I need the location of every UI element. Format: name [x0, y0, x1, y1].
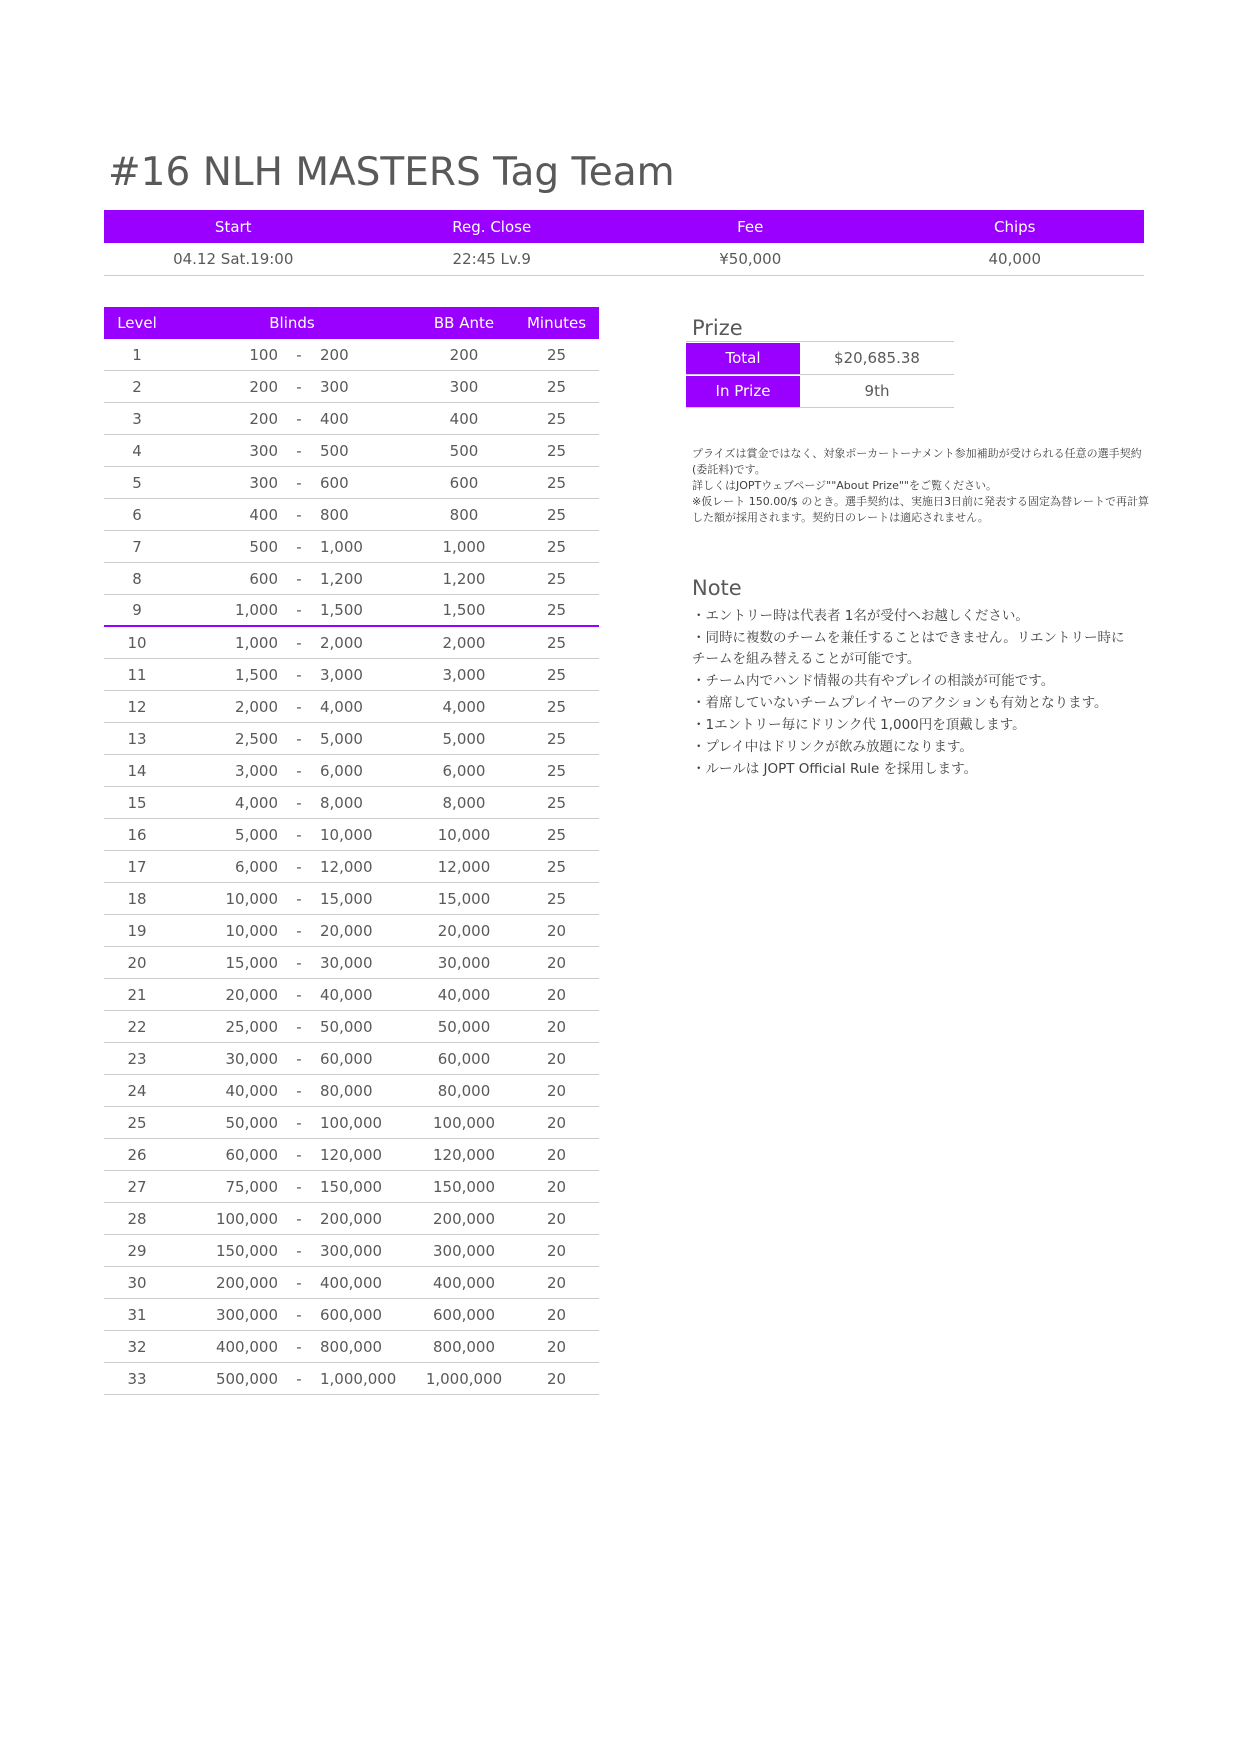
table-row [104, 819, 599, 851]
bb-ante-cell: 80,000 [437, 1081, 491, 1100]
blind-separator: - [296, 1081, 302, 1100]
bb-ante-cell: 150,000 [432, 1177, 496, 1196]
blind-separator: - [296, 889, 302, 908]
bb-ante-cell: 100,000 [432, 1113, 496, 1132]
level-cell: 22 [127, 1017, 147, 1036]
level-cell: 28 [127, 1209, 147, 1228]
minutes-cell: 20 [546, 1177, 567, 1196]
level-cell: 13 [127, 729, 147, 748]
bb-ante-cell: 400 [449, 409, 479, 428]
minutes-cell: 20 [546, 1017, 567, 1036]
note-item: ・1エントリー毎にドリンク代 1,000円を頂戴します。 [692, 717, 1026, 733]
level-cell: 9 [132, 601, 142, 619]
table-row [104, 1043, 599, 1075]
blind-separator: - [296, 985, 302, 1004]
note-list [692, 606, 1132, 781]
big-blind-cell: 300,000 [320, 1241, 383, 1260]
big-blind-cell: 5,000 [320, 729, 363, 748]
summary-header-chips: Chips [994, 217, 1036, 236]
bb-ante-cell: 6,000 [442, 761, 486, 780]
bb-ante-cell: 30,000 [437, 953, 491, 972]
table-row [104, 1267, 599, 1299]
big-blind-cell: 300 [320, 377, 349, 396]
small-blind-cell: 1,500 [235, 665, 278, 684]
table-row [104, 371, 599, 403]
big-blind-cell: 3,000 [320, 665, 363, 684]
small-blind-cell: 25,000 [225, 1017, 278, 1036]
small-blind-cell: 100,000 [215, 1209, 278, 1228]
big-blind-cell: 15,000 [320, 889, 373, 908]
summary-reg-close-value: 22:45 Lv.9 [452, 250, 531, 268]
level-cell: 18 [127, 889, 147, 908]
minutes-cell: 25 [546, 601, 567, 619]
table-row [104, 339, 599, 371]
bb-ante-cell: 2,000 [442, 633, 486, 652]
note-item: ・ルールは JOPT Official Rule を採用します。 [692, 761, 978, 777]
big-blind-cell: 800 [320, 505, 349, 524]
bb-ante-cell: 600 [449, 473, 479, 492]
minutes-cell: 25 [546, 633, 567, 652]
big-blind-cell: 120,000 [320, 1145, 383, 1164]
blind-separator: - [296, 537, 302, 556]
bb-ante-cell: 8,000 [442, 793, 486, 812]
table-row [104, 915, 599, 947]
minutes-cell: 25 [546, 729, 567, 748]
blind-separator: - [296, 473, 302, 492]
bb-ante-cell: 4,000 [442, 697, 486, 716]
level-cell: 3 [132, 409, 142, 428]
note-title: Note [692, 576, 742, 600]
bb-ante-cell: 10,000 [437, 825, 491, 844]
bb-ante-cell: 1,000 [442, 537, 486, 556]
blind-separator: - [296, 601, 302, 619]
table-row [104, 1331, 599, 1363]
minutes-cell: 25 [546, 345, 567, 364]
table-row [104, 563, 599, 595]
summary-header-fee: Fee [737, 217, 764, 236]
small-blind-cell: 15,000 [225, 953, 278, 972]
table-row [104, 723, 599, 755]
level-cell: 11 [127, 665, 147, 684]
blind-separator: - [296, 1177, 302, 1196]
level-cell: 29 [127, 1241, 147, 1260]
table-row [104, 691, 599, 723]
blind-separator: - [296, 697, 302, 716]
minutes-cell: 20 [546, 1369, 567, 1388]
summary-start-value: 04.12 Sat.19:00 [173, 250, 294, 268]
blind-separator: - [296, 921, 302, 940]
table-row [104, 979, 599, 1011]
blind-separator: - [296, 953, 302, 972]
bb-ante-cell: 120,000 [432, 1145, 496, 1164]
bb-ante-cell: 12,000 [437, 857, 491, 876]
small-blind-cell: 20,000 [225, 985, 278, 1004]
big-blind-cell: 30,000 [320, 953, 373, 972]
bb-ante-cell: 300,000 [432, 1241, 496, 1260]
level-cell: 8 [132, 569, 142, 588]
small-blind-cell: 2,000 [235, 697, 278, 716]
blind-separator: - [296, 825, 302, 844]
big-blind-cell: 50,000 [320, 1017, 373, 1036]
bb-ante-cell: 50,000 [437, 1017, 491, 1036]
minutes-cell: 25 [546, 825, 567, 844]
minutes-cell: 25 [546, 505, 567, 524]
header-bb-ante: BB Ante [433, 314, 495, 332]
blind-separator: - [296, 1113, 302, 1132]
level-cell: 15 [127, 793, 147, 812]
blind-rows [104, 339, 599, 1395]
big-blind-cell: 1,200 [320, 569, 363, 588]
small-blind-cell: 100 [249, 345, 278, 364]
blind-separator: - [296, 1241, 302, 1260]
minutes-cell: 20 [546, 1081, 567, 1100]
blind-separator: - [296, 505, 302, 524]
blind-header-row [104, 307, 599, 339]
small-blind-cell: 4,000 [235, 793, 278, 812]
small-blind-cell: 1,000 [235, 633, 278, 652]
minutes-cell: 20 [546, 1145, 567, 1164]
level-cell: 27 [127, 1177, 147, 1196]
bb-ante-cell: 300 [449, 377, 479, 396]
blind-separator: - [296, 1337, 302, 1356]
small-blind-cell: 300 [249, 441, 278, 460]
bb-ante-cell: 40,000 [437, 985, 491, 1004]
note-item: ・エントリー時は代表者 1名が受付へお越しください。 [692, 608, 1029, 624]
small-blind-cell: 500,000 [215, 1369, 278, 1388]
bb-ante-cell: 200 [449, 345, 479, 364]
table-row [104, 883, 599, 915]
blind-separator: - [296, 441, 302, 460]
table-row [104, 627, 599, 659]
bb-ante-cell: 800,000 [432, 1337, 496, 1356]
bb-ante-cell: 1,200 [442, 569, 486, 588]
blind-separator: - [296, 729, 302, 748]
table-row [104, 435, 599, 467]
big-blind-cell: 12,000 [320, 857, 373, 876]
big-blind-cell: 1,500 [320, 601, 363, 619]
blind-separator: - [296, 409, 302, 428]
big-blind-cell: 80,000 [320, 1081, 373, 1100]
small-blind-cell: 200 [249, 409, 278, 428]
small-blind-cell: 40,000 [225, 1081, 278, 1100]
blind-structure-table [104, 307, 599, 1395]
blind-separator: - [296, 1369, 302, 1388]
minutes-cell: 25 [546, 409, 567, 428]
blind-separator: - [296, 569, 302, 588]
table-row [104, 1203, 599, 1235]
table-row [104, 531, 599, 563]
level-cell: 2 [132, 377, 142, 396]
small-blind-cell: 200 [249, 377, 278, 396]
minutes-cell: 20 [546, 1241, 567, 1260]
note-item: ・同時に複数のチームを兼任することはできません。リエントリー時にチームを組み替えることが可能です。 [692, 630, 1125, 667]
level-cell: 26 [127, 1145, 147, 1164]
small-blind-cell: 300 [249, 473, 278, 492]
blind-separator: - [296, 1017, 302, 1036]
big-blind-cell: 100,000 [320, 1113, 383, 1132]
level-cell: 30 [127, 1273, 147, 1292]
summary-header-start: Start [214, 217, 252, 236]
minutes-cell: 20 [546, 1049, 567, 1068]
level-cell: 10 [127, 633, 147, 652]
blind-separator: - [296, 633, 302, 652]
big-blind-cell: 60,000 [320, 1049, 373, 1068]
table-row [104, 851, 599, 883]
level-cell: 4 [132, 441, 142, 460]
minutes-cell: 25 [546, 793, 567, 812]
big-blind-cell: 400,000 [320, 1273, 383, 1292]
blind-separator: - [296, 377, 302, 396]
note-item: ・チーム内でハンド情報の共有やプレイの相談が可能です。 [692, 673, 1055, 689]
level-cell: 12 [127, 697, 147, 716]
level-cell: 16 [127, 825, 147, 844]
prize-note: 詳しくはJOPTウェブページ""About Prize""をご覧ください。 [692, 479, 997, 492]
small-blind-cell: 500 [249, 537, 278, 556]
prize-total-value: $20,685.38 [834, 349, 920, 367]
big-blind-cell: 200,000 [320, 1209, 383, 1228]
blind-separator: - [296, 665, 302, 684]
blind-separator: - [296, 1209, 302, 1228]
bb-ante-cell: 400,000 [432, 1273, 496, 1292]
bb-ante-cell: 200,000 [432, 1209, 496, 1228]
big-blind-cell: 600 [320, 473, 349, 492]
big-blind-cell: 10,000 [320, 825, 373, 844]
level-cell: 7 [132, 537, 142, 556]
prize-in-prize-label: In Prize [686, 376, 800, 407]
prize-title: Prize [692, 316, 743, 340]
level-cell: 6 [132, 505, 142, 524]
prize-table [686, 341, 954, 408]
table-row [104, 787, 599, 819]
bb-ante-cell: 60,000 [437, 1049, 491, 1068]
blind-separator: - [296, 1273, 302, 1292]
minutes-cell: 20 [546, 921, 567, 940]
big-blind-cell: 1,000,000 [320, 1369, 397, 1388]
level-cell: 32 [127, 1337, 147, 1356]
big-blind-cell: 20,000 [320, 921, 373, 940]
level-cell: 23 [127, 1049, 147, 1068]
bb-ante-cell: 600,000 [432, 1305, 496, 1324]
table-row [104, 1011, 599, 1043]
blind-separator: - [296, 857, 302, 876]
big-blind-cell: 150,000 [320, 1177, 383, 1196]
header-blinds: Blinds [269, 314, 315, 332]
bb-ante-cell: 500 [449, 441, 479, 460]
blind-separator: - [296, 1145, 302, 1164]
minutes-cell: 25 [546, 857, 567, 876]
minutes-cell: 25 [546, 569, 567, 588]
prize-notes [692, 446, 1152, 526]
big-blind-cell: 4,000 [320, 697, 363, 716]
note-item: ・着席していないチームプレイヤーのアクションも有効となります。 [692, 695, 1108, 711]
minutes-cell: 25 [546, 537, 567, 556]
small-blind-cell: 10,000 [225, 889, 278, 908]
minutes-cell: 20 [546, 985, 567, 1004]
level-cell: 17 [127, 857, 147, 876]
minutes-cell: 20 [546, 1337, 567, 1356]
big-blind-cell: 1,000 [320, 537, 363, 556]
table-row [104, 1171, 599, 1203]
bb-ante-cell: 20,000 [437, 921, 491, 940]
small-blind-cell: 1,000 [235, 601, 278, 619]
minutes-cell: 20 [546, 1305, 567, 1324]
prize-note: プライズは賞金ではなく、対象ポーカートーナメント参加補助が受けられる任意の選手契約(委託料)です。 [692, 447, 1142, 476]
prize-total-label: Total [686, 343, 800, 374]
minutes-cell: 25 [546, 473, 567, 492]
prize-in-prize-row [686, 375, 954, 408]
bb-ante-cell: 1,000,000 [425, 1369, 503, 1388]
minutes-cell: 25 [546, 889, 567, 908]
table-row [104, 1299, 599, 1331]
big-blind-cell: 6,000 [320, 761, 363, 780]
small-blind-cell: 200,000 [215, 1273, 278, 1292]
level-cell: 31 [127, 1305, 147, 1324]
prize-in-prize-value: 9th [864, 382, 890, 400]
level-cell: 33 [127, 1369, 147, 1388]
big-blind-cell: 600,000 [320, 1305, 383, 1324]
summary-header-reg-close: Reg. Close [452, 217, 532, 236]
big-blind-cell: 800,000 [320, 1337, 383, 1356]
table-row [104, 595, 599, 627]
note-item: ・プレイ中はドリンクが飲み放題になります。 [692, 739, 973, 755]
blind-separator: - [296, 793, 302, 812]
minutes-cell: 25 [546, 665, 567, 684]
table-row [104, 499, 599, 531]
level-cell: 24 [127, 1081, 147, 1100]
minutes-cell: 20 [546, 1209, 567, 1228]
level-cell: 14 [127, 761, 147, 780]
level-cell: 21 [127, 985, 147, 1004]
blind-separator: - [296, 1305, 302, 1324]
small-blind-cell: 10,000 [225, 921, 278, 940]
big-blind-cell: 2,000 [320, 633, 363, 652]
bb-ante-cell: 1,500 [442, 601, 486, 619]
tournament-summary-table [104, 210, 1144, 276]
minutes-cell: 20 [546, 1113, 567, 1132]
small-blind-cell: 2,500 [235, 729, 278, 748]
minutes-cell: 25 [546, 377, 567, 396]
minutes-cell: 25 [546, 761, 567, 780]
small-blind-cell: 300,000 [215, 1305, 278, 1324]
blind-separator: - [296, 345, 302, 364]
small-blind-cell: 6,000 [235, 857, 278, 876]
big-blind-cell: 200 [320, 345, 349, 364]
minutes-cell: 20 [546, 953, 567, 972]
blind-separator: - [296, 761, 302, 780]
table-row [104, 1363, 599, 1395]
level-cell: 1 [132, 345, 142, 364]
big-blind-cell: 400 [320, 409, 349, 428]
level-cell: 20 [127, 953, 147, 972]
bb-ante-cell: 15,000 [437, 889, 491, 908]
header-level: Level [117, 314, 157, 332]
table-row [104, 1075, 599, 1107]
small-blind-cell: 600 [249, 569, 278, 588]
small-blind-cell: 60,000 [225, 1145, 278, 1164]
big-blind-cell: 500 [320, 441, 349, 460]
small-blind-cell: 75,000 [225, 1177, 278, 1196]
small-blind-cell: 50,000 [225, 1113, 278, 1132]
table-row [104, 947, 599, 979]
small-blind-cell: 400,000 [215, 1337, 278, 1356]
small-blind-cell: 400 [249, 505, 278, 524]
summary-chips-value: 40,000 [988, 250, 1041, 268]
bb-ante-cell: 5,000 [442, 729, 486, 748]
small-blind-cell: 5,000 [235, 825, 278, 844]
blind-separator: - [296, 1049, 302, 1068]
table-row [104, 1235, 599, 1267]
prize-note: ※仮レート 150.00/$ のとき。選手契約は、実施日3日前に発表する固定為替レートで再計算した額が採用されます。契約日のレートは適応されません。 [692, 495, 1149, 524]
small-blind-cell: 150,000 [215, 1241, 278, 1260]
minutes-cell: 25 [546, 441, 567, 460]
bb-ante-cell: 800 [449, 505, 479, 524]
table-row [104, 755, 599, 787]
table-row [104, 467, 599, 499]
summary-header-row [104, 210, 1144, 243]
bb-ante-cell: 3,000 [442, 665, 486, 684]
table-row [104, 1107, 599, 1139]
small-blind-cell: 30,000 [225, 1049, 278, 1068]
level-cell: 25 [127, 1113, 147, 1132]
page-title: #16 NLH MASTERS Tag Team [108, 150, 675, 195]
minutes-cell: 25 [546, 697, 567, 716]
minutes-cell: 20 [546, 1273, 567, 1292]
table-row [104, 659, 599, 691]
prize-total-row [686, 341, 954, 375]
summary-fee-value: ¥50,000 [719, 250, 782, 268]
small-blind-cell: 3,000 [235, 761, 278, 780]
header-minutes: Minutes [526, 314, 587, 332]
big-blind-cell: 8,000 [320, 793, 363, 812]
big-blind-cell: 40,000 [320, 985, 373, 1004]
summary-value-row [104, 243, 1144, 276]
level-cell: 5 [132, 473, 142, 492]
table-row [104, 403, 599, 435]
table-row [104, 1139, 599, 1171]
level-cell: 19 [127, 921, 147, 940]
